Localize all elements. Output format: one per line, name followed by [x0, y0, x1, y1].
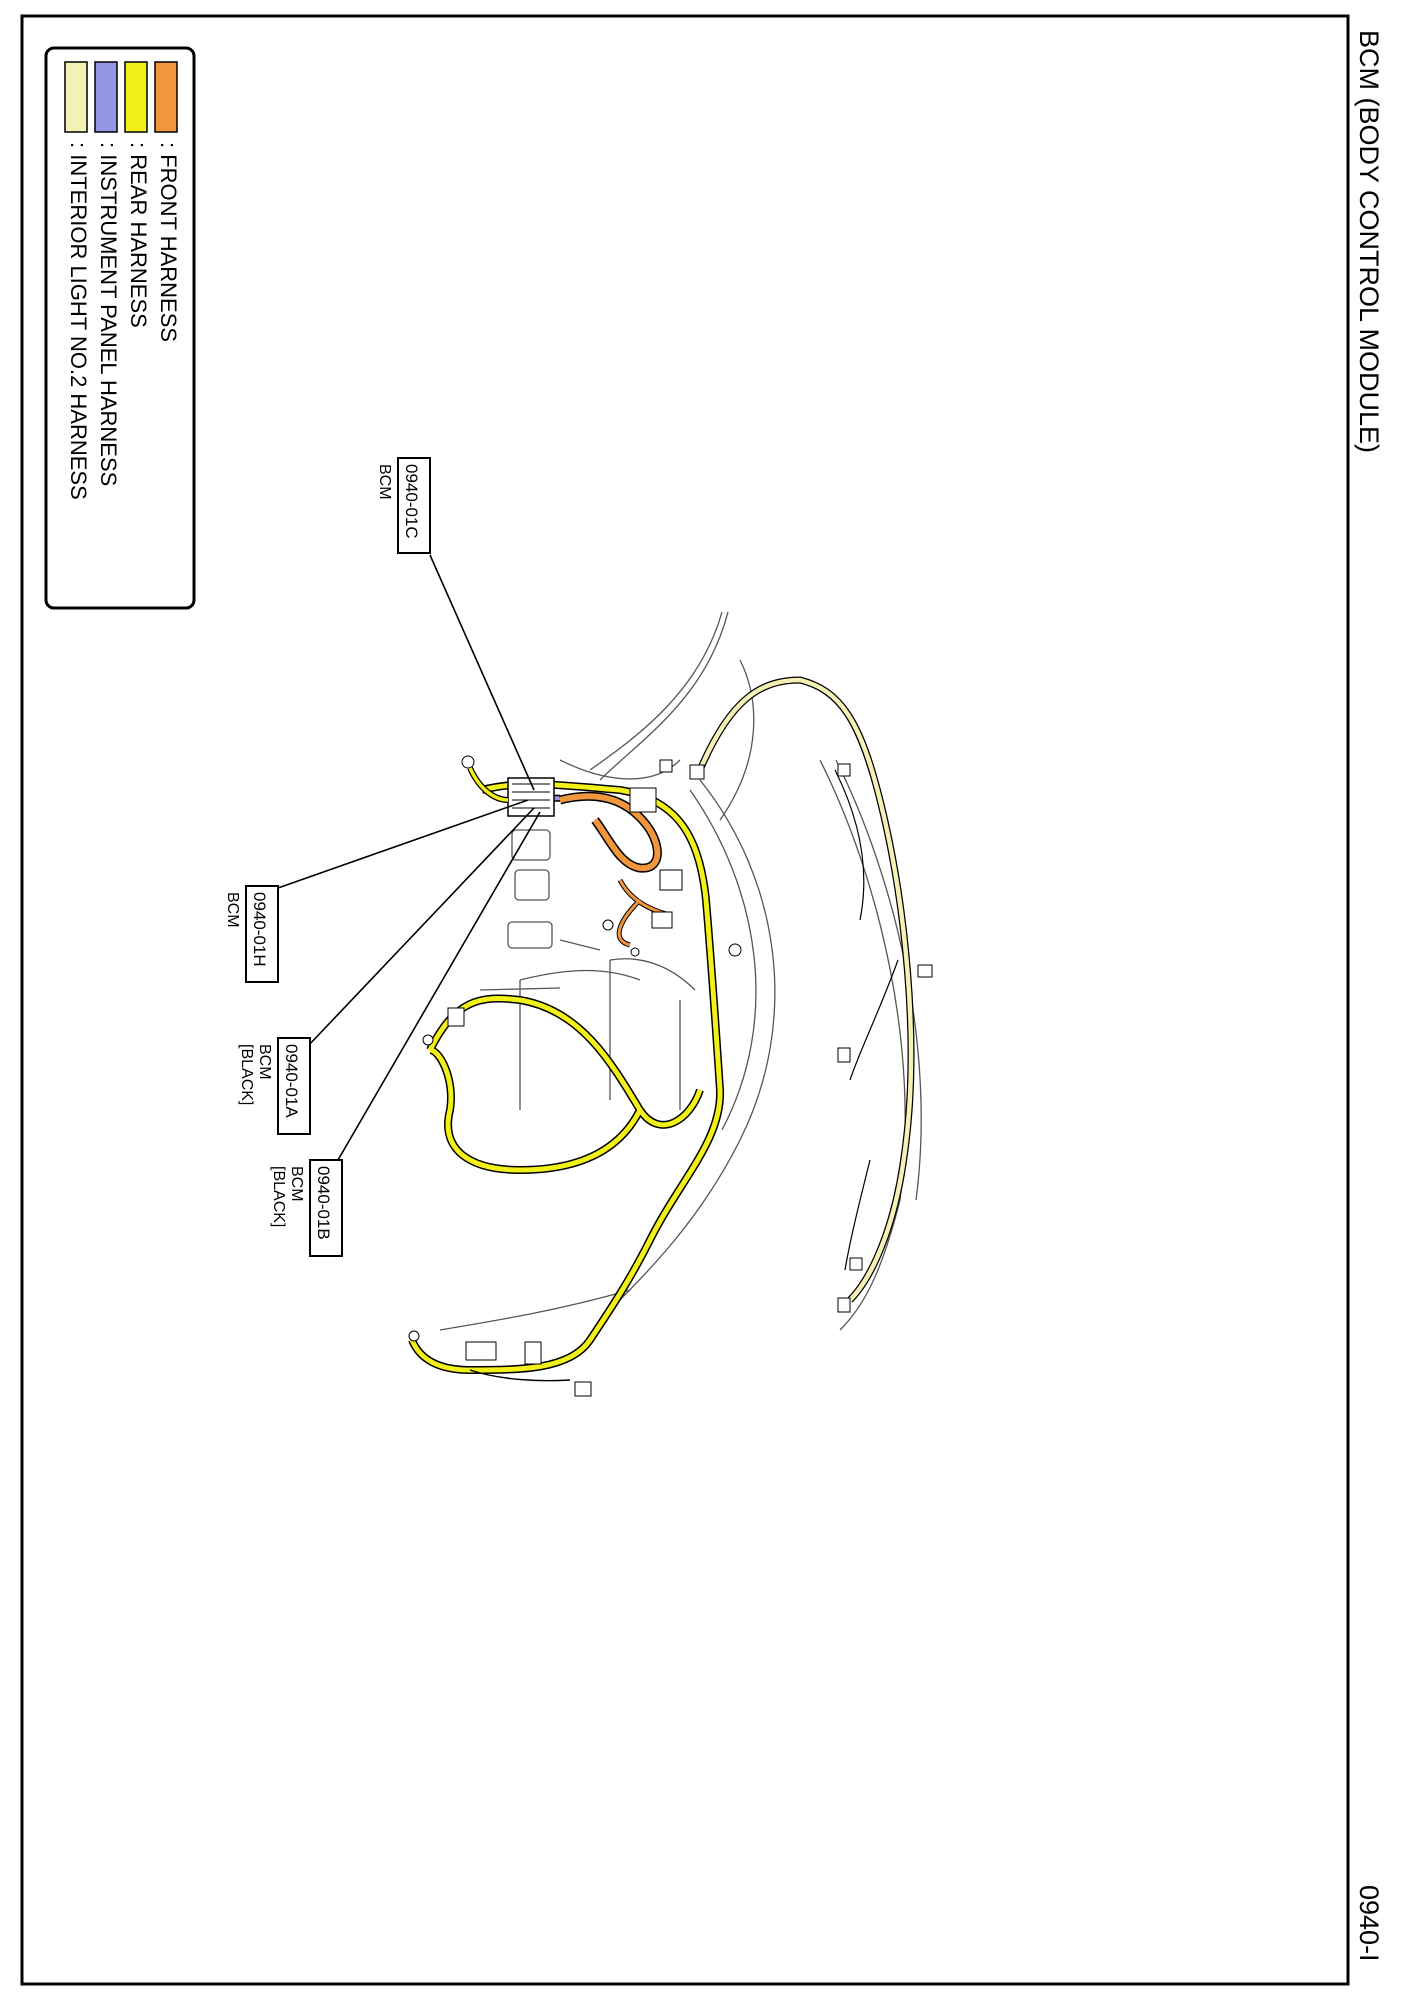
callout-label-0940-01a: BCM	[256, 1044, 273, 1080]
legend	[46, 48, 194, 608]
callout-code-0940-01a: 0940-01A	[282, 1044, 301, 1118]
callout-code-0940-01c: 0940-01C	[402, 464, 421, 539]
callout-color-0940-01a: [BLACK]	[238, 1044, 255, 1106]
interior-light-harness	[700, 680, 932, 1312]
legend-label-rear-harness: : REAR HARNESS	[126, 142, 151, 328]
page-border	[22, 16, 1348, 1984]
callout-0940-01h	[224, 886, 278, 982]
legend-label-interior-light-harness: : INTERIOR LIGHT NO.2 HARNESS	[66, 142, 91, 500]
legend-swatch-front-harness	[155, 62, 177, 132]
callout-0940-01b	[270, 1160, 342, 1256]
legend-label-front-harness: : FRONT HARNESS	[156, 142, 181, 343]
front-harness	[560, 788, 682, 956]
callout-code-0940-01b: 0940-01B	[314, 1166, 333, 1240]
callout-label-0940-01h: BCM	[224, 892, 241, 928]
legend-item-instrument-panel-harness	[95, 62, 121, 486]
callout-code-0940-01h: 0940-01H	[250, 892, 269, 967]
legend-item-rear-harness	[125, 62, 151, 328]
callout-0940-01a	[238, 1038, 310, 1134]
callout-label-0940-01c: BCM	[376, 464, 393, 500]
legend-swatch-interior-light-harness	[65, 62, 87, 132]
legend-label-instrument-panel-harness: : INSTRUMENT PANEL HARNESS	[96, 142, 121, 487]
page-title: BCM (BODY CONTROL MODULE)	[1354, 30, 1384, 454]
callout-0940-01c	[376, 458, 430, 553]
callout-label-0940-01b: BCM	[288, 1166, 305, 1202]
page-code: 0940-I	[1354, 1885, 1384, 1962]
legend-item-front-harness	[155, 62, 181, 342]
legend-swatch-instrument-panel-harness	[95, 62, 117, 132]
legend-swatch-rear-harness	[125, 62, 147, 132]
leader-lines	[278, 555, 540, 1160]
legend-item-interior-light-harness	[65, 62, 91, 500]
callout-color-0940-01b: [BLACK]	[270, 1166, 287, 1228]
